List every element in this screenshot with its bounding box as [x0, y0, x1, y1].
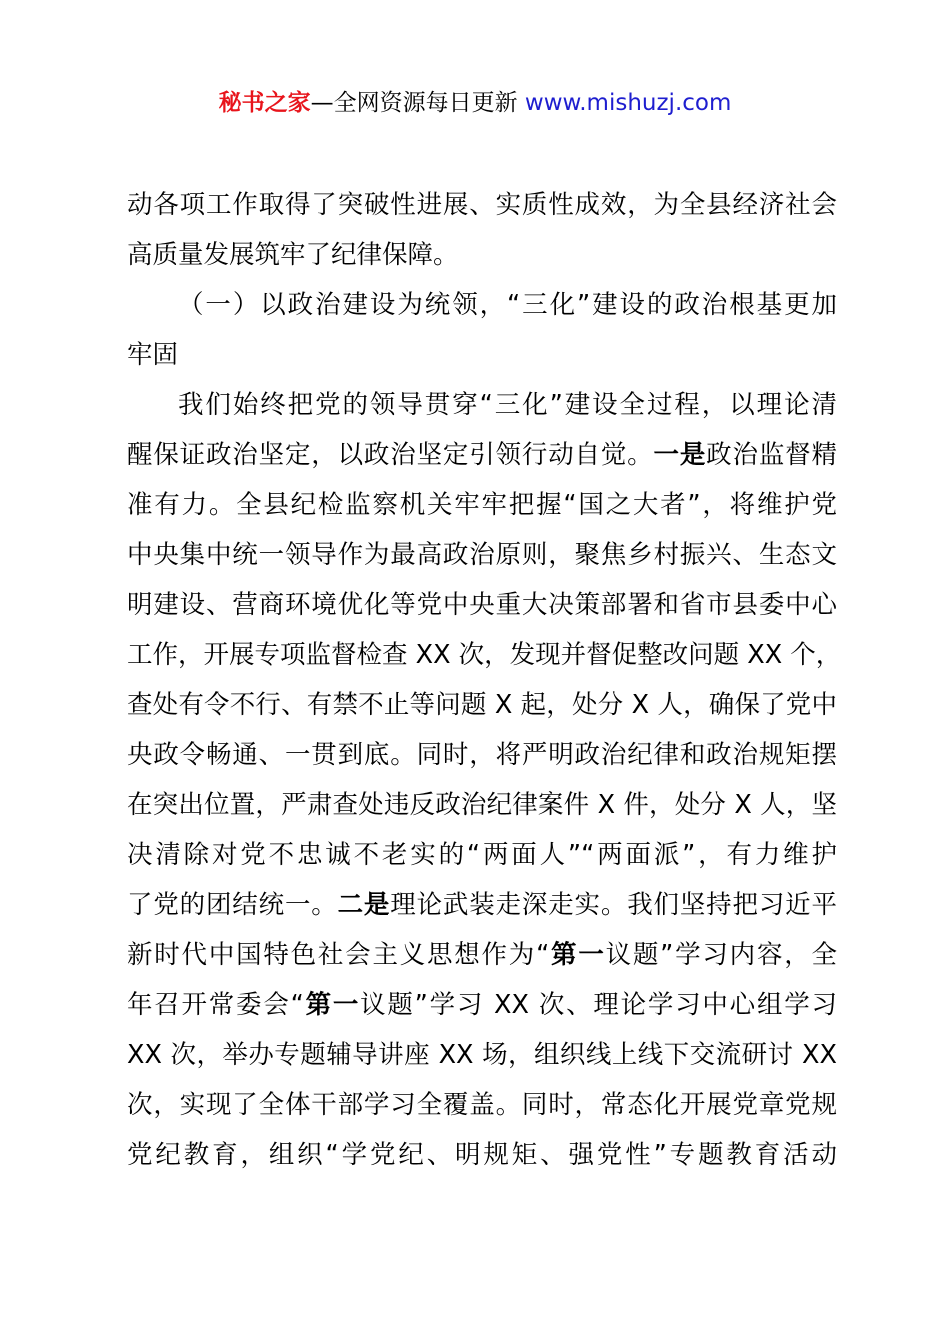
point-marker: 一是 — [653, 440, 707, 470]
text-line: 醒保证政治坚定，以政治坚定引领行动自觉。一是政治监督精 — [127, 440, 837, 470]
text-line: 查处有令不行、有禁不止等问题 X 起，处分 X 人，确保了党中 — [127, 690, 837, 720]
emphasis-text: 第一 — [303, 990, 361, 1020]
text-line: 决清除对党不忠诚不老实的“两面人”“两面派”，有力维护 — [127, 840, 837, 870]
text-line: 准有力。全县纪检监察机关牢牢把握“国之大者”，将维护党 — [127, 490, 837, 520]
text-line: 年召开常委会“第一议题”学习 XX 次、理论学习中心组学习 — [127, 990, 837, 1020]
text-line: 动各项工作取得了突破性进展、实质性成效，为全县经济社会 — [127, 190, 837, 220]
section-heading: （一）以政治建设为统领，“三化”建设的政治根基更加 — [178, 290, 837, 320]
text-line: 了党的团结统一。二是理论武装走深走实。我们坚持把习近平 — [127, 890, 837, 920]
paragraph-start: 我们始终把党的领导贯穿“三化”建设全过程，以理论清 — [178, 390, 837, 420]
text-line: 工作，开展专项监督检查 XX 次，发现并督促整改问题 XX 个， — [127, 640, 842, 670]
document-body — [127, 180, 842, 1180]
text-line: 央政令畅通、一贯到底。同时，将严明政治纪律和政治规矩摆 — [127, 740, 837, 770]
text-line: XX 次，举办专题辅导讲座 XX 场，组织线上线下交流研讨 XX — [127, 1040, 837, 1070]
text-line: 次，实现了全体干部学习全覆盖。同时，常态化开展党章党规 — [127, 1090, 837, 1120]
text-line: 在突出位置，严肃查处违反政治纪律案件 X 件，处分 X 人，坚 — [127, 790, 837, 820]
site-url-link[interactable]: www.mishuzj.com — [524, 90, 732, 116]
point-marker: 二是 — [337, 890, 391, 920]
site-brand: 秘书之家 — [218, 90, 311, 116]
text-line: 中央集中统一领导作为最高政治原则，聚焦乡村振兴、生态文 — [127, 540, 837, 570]
site-tagline: —全网资源每日更新 — [310, 90, 525, 116]
text-line: 新时代中国特色社会主义思想作为“第一议题”学习内容，全 — [127, 940, 837, 970]
section-heading-cont: 牢固 — [127, 340, 179, 370]
text-line: 高质量发展筑牢了纪律保障。 — [127, 240, 459, 270]
text-line: 明建设、营商环境优化等党中央重大决策部署和省市县委中心 — [127, 590, 837, 620]
emphasis-text: 第一 — [549, 940, 606, 970]
site-header — [0, 86, 950, 120]
text-line: 党纪教育，组织“学党纪、明规矩、强党性”专题教育活动 — [127, 1140, 837, 1170]
